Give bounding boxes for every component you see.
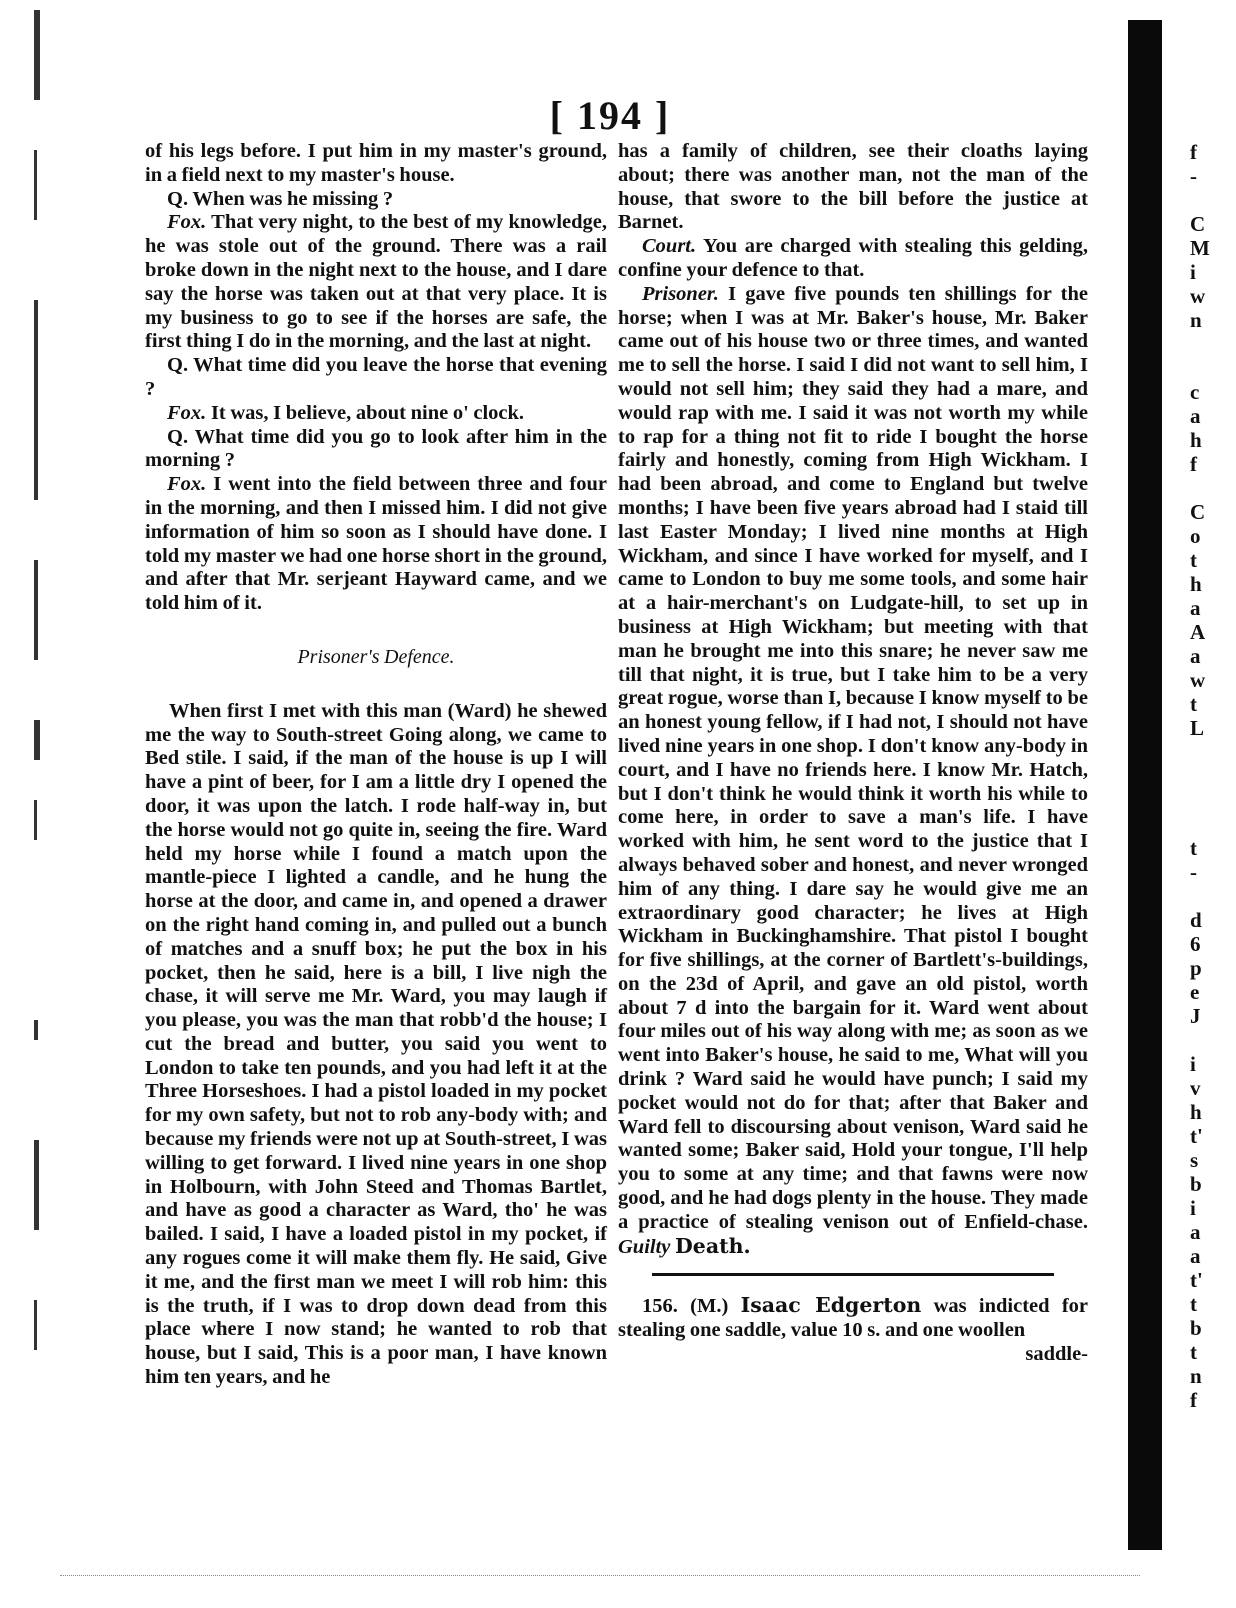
edge-fragment: t [1190, 1292, 1197, 1316]
edge-fragment: f [1190, 452, 1197, 476]
continuation-paragraph: has a family of children, see their cloaths laying about; there was another man, not the man of the house, that swore to the bill before the justice at Barnet. [618, 140, 1088, 234]
edge-fragment: - [1190, 164, 1197, 188]
edge-fragment: M [1190, 236, 1210, 260]
edge-fragment [1190, 476, 1230, 500]
edge-fragment: t [1190, 692, 1197, 716]
next-case-paragraph [618, 1294, 1088, 1343]
gutter-mark [34, 10, 40, 100]
testimony-paragraph [145, 426, 607, 474]
edge-fragment: p [1190, 956, 1202, 980]
edge-fragment: n [1190, 1364, 1202, 1388]
speaker-label: Fox. [167, 401, 207, 424]
verdict-label: Guilty [618, 1235, 671, 1258]
edge-fragment: h [1190, 1100, 1202, 1124]
edge-fragment [1190, 884, 1230, 908]
edge-fragment: b [1190, 1172, 1202, 1196]
edge-fragment: t' [1190, 1124, 1203, 1148]
edge-fragment: e [1190, 980, 1200, 1004]
edge-fragment [1190, 1028, 1230, 1052]
testimony-text: It was, I believe, about nine o' clock. [210, 401, 525, 424]
edge-fragment [1190, 356, 1230, 380]
edge-fragment: t [1190, 548, 1197, 572]
edge-fragment: a [1190, 404, 1201, 428]
speaker-label: Q. [167, 425, 189, 448]
speaker-label: Prisoner. [642, 282, 719, 305]
edge-fragment: i [1190, 260, 1196, 284]
edge-fragment: a [1190, 596, 1201, 620]
testimony-paragraph [145, 473, 607, 616]
catchword: saddle- [1025, 1343, 1088, 1366]
edge-fragment: t' [1190, 1268, 1203, 1292]
speaker-label: Q. [167, 187, 189, 210]
edge-fragment: a [1190, 644, 1201, 668]
testimony-paragraph [145, 140, 607, 188]
page-gutter-shadow [1128, 20, 1162, 1550]
edge-fragment [1190, 188, 1230, 212]
edge-fragment: a [1190, 1244, 1201, 1268]
testimony-paragraph [145, 211, 607, 354]
speaker-label: Court. [642, 235, 697, 258]
testimony-paragraph [145, 188, 607, 212]
edge-fragment [1190, 788, 1230, 812]
prisoner-text: I gave five pounds ten shillings for the horse; when I was at Mr. Baker's house, Mr. Baker came out of his house two or three times, and wanted me to sell the horse. I said I did not want to sell him, I would not sell him; they said they had a mare, and would rap with me. I said it was not worth my while to rap for a thing not fit to ride I bought the horse fairly and honestly, coming from High Wickham. I had been abroad, and come to England but twelve months; I have been five years abroad had I staid till last Easter Monday; I lived nine months at High Wickham, and since I have worked for myself, and I came to London to buy me some tools, and some hair at a hair-merchant's on Ludgate-hill, to set up in business at High Wickham; but meeting with that man he brought me into this snare; he never saw me till that night, it is true, but I take him to be a very great rogue, worse than I, because I know myself to be an honest young fellow, if I had not, I should not have lived nine years in one shop. I don't know any-body in court, and I have no friends here. I know Mr. Hatch, but I don't think he would think it worth his while to come here, in order to save a man's life. I have worked with him, he sent word to the justice that I always behaved sober and honest, and never wronged him of any thing. I dare say he would give me an extraordinary good character; he lives at High Wickham in Buckinghamshire. That pistol I bought for five shillings, at the corner of Bartlett's-buildings, on the 23d of April, and gave an old pistol, worth about 7 d into the bargain for it. Ward went about four miles out of his way along with me; as soon as we went into Baker's house, he said to me, What will you drink ? Ward said he would have punch; I said my pocket would not do for that; after that Baker and Ward fell to discoursing about venison, Ward said he wanted some; Baker said, Hold your tongue, I'll help you to some at any time; and that fawns were now good, and he had dogs plenty in the house. They made a practice of stealing venison out of Enfield-chase. [618, 282, 1089, 1233]
bottom-edge-specks [60, 1575, 1140, 1582]
left-binding-gutter [20, 0, 62, 1560]
edge-fragment: t [1190, 1340, 1197, 1364]
edge-fragment: C [1190, 212, 1206, 236]
edge-fragment [1190, 764, 1230, 788]
case-number: 156. (M.) [642, 1295, 729, 1318]
edge-fragment: w [1190, 668, 1206, 692]
edge-fragment: f [1190, 140, 1197, 164]
testimony-paragraphs [145, 140, 607, 616]
testimony-text: of his legs before. I put him in my master's ground, in a field next to my master's house. [145, 140, 607, 186]
edge-fragment [1190, 332, 1230, 356]
testimony-text: What time did you leave the horse that evening ? [145, 354, 607, 400]
edge-fragment: d [1190, 908, 1202, 932]
edge-fragment: A [1190, 620, 1206, 644]
edge-fragment: h [1190, 572, 1202, 596]
speaker-label: Fox. [167, 473, 207, 496]
edge-fragment: J [1190, 1004, 1201, 1028]
facing-page-fragments [1190, 140, 1230, 1412]
edge-fragment: c [1190, 380, 1200, 404]
defence-paragraph: When first I met with this man (Ward) he shewed me the way to South-street Going along, we came to Bed stile. I said, if the man of the house is up I will have a pint of beer, for I am a little dry I opened the door, it was upon the latch. I rode half-way in, but the horse would not go quite in, seeing the fire. Ward held my horse while I found a match upon the mantle-piece I lighted a candle, and he hung the horse at the door, and came in, and opened a drawer on the right hand coming in, and pulled out a bunch of matches and a snuff box; he put the box in his pocket, then he said, here is a bill, I live nigh the chase, it will serve me Mr. Ward, you may laugh if you please, you was the man that robb'd the house; I cut the bread and butter, you said you went to London to take ten pounds, and you had left it at the Three Horseshoes. I had a pistol loaded in my pocket for my own safety, but not to rob any-body with; and because my friends were not up at South-street, I was willing to get forward. I lived nine years in one shop in Holbourn, with John Steed and Thomas Bartlet, and have as good a character as Ward, tho' he was bailed. I said, I have a loaded pistol in my pocket, if any rogues come it will make them fly. He said, Give it me, and the first man we meet I will rob him: this is the truth, if I was to drop down dead from this place where I now stand; he wanted to rob that house, but I said, This is a poor man, I have known him ten years, and he [145, 699, 607, 1389]
gutter-mark [34, 150, 37, 220]
left-column [145, 140, 607, 1390]
indictment-text: was indicted for stealing one saddle, value 10 s. and one woollen [618, 1295, 1088, 1342]
edge-fragment: 6 [1190, 932, 1201, 956]
testimony-text: What time did you go to look after him in the morning ? [145, 425, 607, 472]
court-text: You are charged with stealing this gelding, confine your defence to that. [618, 235, 1088, 281]
gutter-mark [34, 1020, 38, 1040]
court-paragraph [618, 235, 1088, 283]
prisoner-paragraph [618, 283, 1088, 1260]
edge-fragment: v [1190, 1076, 1201, 1100]
case-divider-rule [652, 1273, 1054, 1276]
edge-fragment: a [1190, 1220, 1201, 1244]
edge-fragment: n [1190, 308, 1202, 332]
gutter-mark [34, 560, 38, 660]
edge-fragment: - [1190, 860, 1197, 884]
testimony-text: When was he missing ? [192, 187, 394, 210]
edge-fragment: b [1190, 1316, 1202, 1340]
gutter-mark [34, 720, 40, 760]
edge-fragment: i [1190, 1196, 1196, 1220]
edge-fragment: o [1190, 524, 1201, 548]
edge-fragment: t [1190, 836, 1197, 860]
edge-fragment: i [1190, 1052, 1196, 1076]
edge-fragment: f [1190, 1388, 1197, 1412]
speaker-label: Fox. [167, 211, 207, 234]
speaker-label: Q. [167, 354, 189, 377]
testimony-text: That very night, to the best of my knowledge, he was stole out of the ground. There was a rail broke down in the night next to the house, and I dare say the horse was taken out at that very place. It is my business to go to see if the horses are safe, the first thing I do in the morning, and the last at night. [145, 211, 607, 353]
testimony-paragraph [145, 402, 607, 426]
gutter-mark [34, 1140, 39, 1230]
page-number: [ 194 ] [549, 93, 671, 138]
edge-fragment: s [1190, 1148, 1199, 1172]
gutter-mark [34, 300, 38, 500]
edge-fragment [1190, 740, 1230, 764]
edge-fragment: h [1190, 428, 1202, 452]
testimony-text: I went into the field between three and four in the morning, and then I missed him. I did not give information of him so soon as I should have done. I told my master we had one horse short in the ground, and after that Mr. serjeant Hayward came, and we told him of it. [145, 473, 607, 615]
testimony-paragraph [145, 354, 607, 402]
edge-fragment [1190, 812, 1230, 836]
gutter-mark [34, 1300, 37, 1350]
defendant-name: Isaac Edgerton [740, 1293, 922, 1318]
verdict-text: Death. [675, 1233, 751, 1258]
edge-fragment: w [1190, 284, 1206, 308]
edge-fragment: L [1190, 716, 1205, 740]
section-title: Prisoner's Defence. [297, 645, 455, 668]
right-column [618, 140, 1088, 1367]
edge-fragment: C [1190, 500, 1206, 524]
gutter-mark [34, 800, 37, 840]
